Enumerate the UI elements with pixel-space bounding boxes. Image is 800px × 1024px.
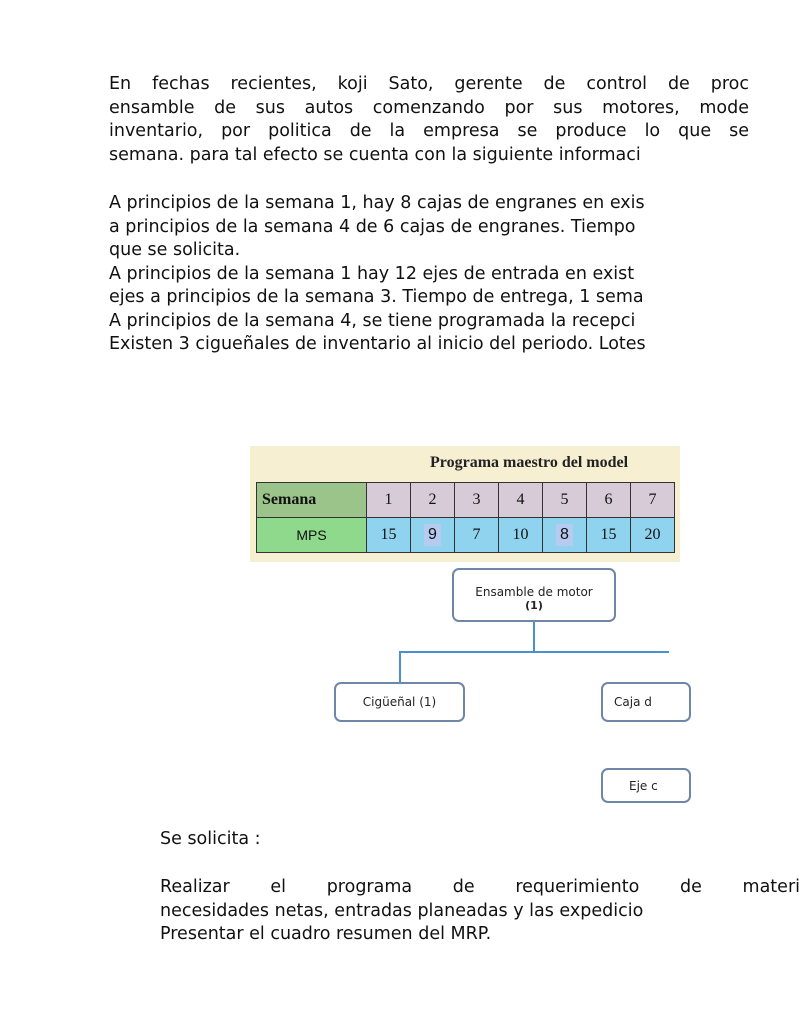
bom-root-qty: (1) [525, 599, 543, 612]
text-line: Presentar el cuadro resumen del MRP. [160, 924, 492, 944]
mps-cell: 7 [455, 518, 499, 553]
mps-row [257, 518, 675, 553]
bom-node-label: Caja d [614, 695, 652, 709]
week-cell: 2 [411, 483, 455, 518]
text-line: necesidades netas, entradas planeadas y las expedicio [160, 900, 644, 921]
mps-cell [543, 518, 587, 553]
text-line: A principios de la semana 1 hay 12 ejes de entrada en exist [109, 263, 635, 284]
week-cell: 7 [631, 483, 675, 518]
text-line: que se solicita. [109, 240, 241, 260]
bom-root-label: Ensamble de motor [475, 585, 593, 599]
mps-table [256, 482, 675, 553]
mps-cell: 10 [499, 518, 543, 553]
text-line: A principios de la semana 4, se tiene programada la recepci [109, 310, 636, 331]
bom-node-crankshaft [334, 682, 465, 722]
week-cell: 6 [587, 483, 631, 518]
mps-cell: 15 [587, 518, 631, 553]
connector-line [399, 651, 401, 683]
request-paragraph [160, 876, 800, 947]
week-row-label: Semana [257, 483, 367, 518]
mps-table-figure [250, 446, 680, 562]
mps-title: Programa maestro del model [430, 454, 629, 471]
week-cell: 4 [499, 483, 543, 518]
mps-cell: 20 [631, 518, 675, 553]
bom-root-node [452, 568, 616, 622]
text-line: ejes a principios de la semana 3. Tiempo de entrega, 1 sema [109, 287, 644, 307]
text-line: semana. para tal efecto se cuenta con la siguiente informaci [109, 144, 641, 165]
text-line: Realizar el programa de requerimiento de materi [160, 877, 800, 897]
text-line: a principios de la semana 4 de 6 cajas de engranes. Tiempo [109, 216, 636, 237]
text-line: inventario, por politica de la empresa se produce lo que se [109, 121, 749, 141]
text-line: Existen 3 cigueñales de inventario al inicio del periodo. Lotes [109, 334, 646, 354]
mps-cell-value: 9 [424, 524, 441, 546]
text-line: ensamble de sus autos comenzando por sus motores, mode [109, 97, 749, 118]
mps-cell [411, 518, 455, 553]
mps-row-label: MPS [257, 518, 367, 553]
text-line: A principios de la semana 1, hay 8 cajas de engranes en exis [109, 193, 645, 213]
week-cell: 1 [367, 483, 411, 518]
text-line: En fechas recientes, koji Sato, gerente de control de proc [109, 74, 749, 94]
connector-line [533, 621, 535, 652]
mps-cell: 15 [367, 518, 411, 553]
intro-paragraph [109, 73, 749, 167]
bom-node-label: Cigüeñal (1) [362, 695, 437, 709]
mps-cell-value: 8 [556, 524, 573, 546]
request-heading: Se solicita : [160, 829, 261, 849]
bom-node-shaft [601, 768, 691, 803]
week-cell: 3 [455, 483, 499, 518]
connector-line [399, 651, 669, 653]
bom-node-label: Eje c [629, 779, 658, 793]
details-paragraph [109, 192, 749, 357]
bom-node-gearbox [601, 682, 691, 722]
week-cell: 5 [543, 483, 587, 518]
week-row [257, 483, 675, 518]
